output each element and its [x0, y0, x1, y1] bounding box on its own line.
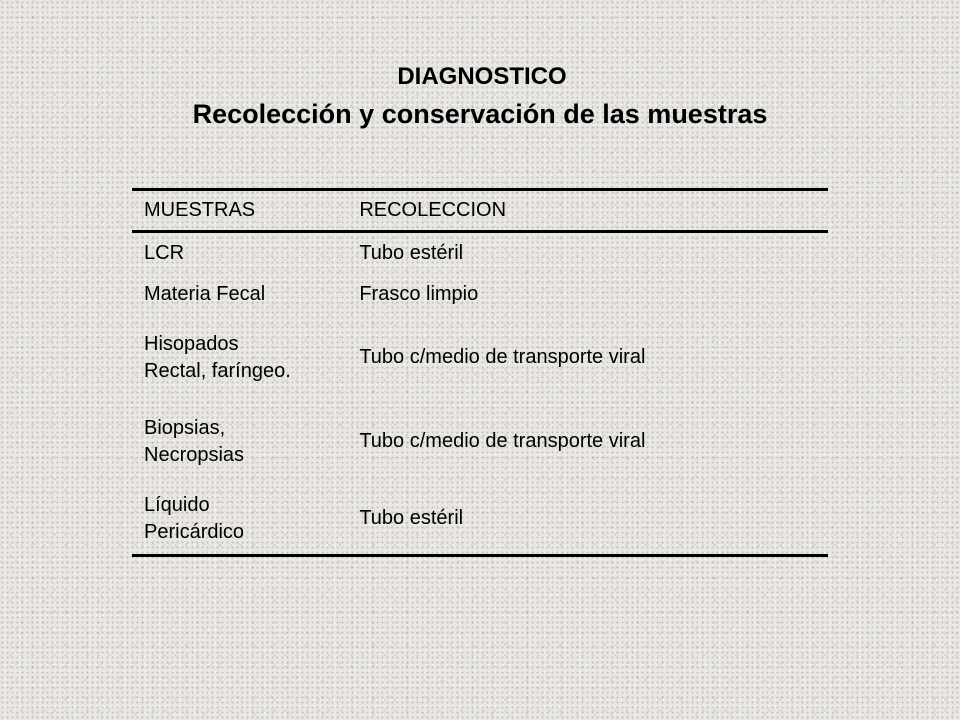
cell-muestra	[132, 232, 347, 274]
table-row	[132, 274, 828, 316]
cell-muestra-text: Hisopados Rectal, faríngeo.	[144, 332, 291, 382]
table-header-row	[132, 190, 828, 232]
cell-muestra	[132, 484, 347, 556]
cell-muestra-text: Materia Fecal	[144, 283, 266, 305]
cell-recoleccion-text: Tubo c/medio de transporte viral	[359, 346, 646, 368]
table-row	[132, 316, 828, 400]
cell-recoleccion-text: Tubo c/medio de transporte viral	[359, 430, 646, 452]
cell-recoleccion-text: Frasco limpio	[359, 283, 479, 305]
cell-recoleccion	[347, 274, 828, 316]
cell-recoleccion	[347, 316, 828, 400]
cell-muestra	[132, 274, 347, 316]
header-recoleccion: RECOLECCION	[359, 199, 507, 221]
cell-recoleccion-text: Tubo estéril	[359, 241, 464, 264]
cell-muestra	[132, 400, 347, 484]
cell-muestra-text: Líquido Pericárdico	[144, 493, 245, 543]
cell-muestra-text: Biopsias, Necropsias	[144, 416, 245, 466]
cell-muestra-text: LCR	[144, 241, 185, 264]
cell-recoleccion-text: Tubo estéril	[359, 507, 464, 530]
cell-recoleccion	[347, 484, 828, 556]
header-muestras: MUESTRAS	[144, 199, 256, 221]
cell-muestra	[132, 316, 347, 400]
cell-recoleccion	[347, 232, 828, 274]
table-row	[132, 232, 828, 274]
table-row	[132, 400, 828, 484]
slide-title-block	[0, 60, 960, 132]
slide-title: DIAGNOSTICO	[397, 63, 567, 90]
cell-recoleccion	[347, 400, 828, 484]
slide-subtitle: Recolección y conservación de las muestras	[192, 99, 768, 129]
samples-table	[132, 188, 828, 557]
table-row	[132, 484, 828, 556]
